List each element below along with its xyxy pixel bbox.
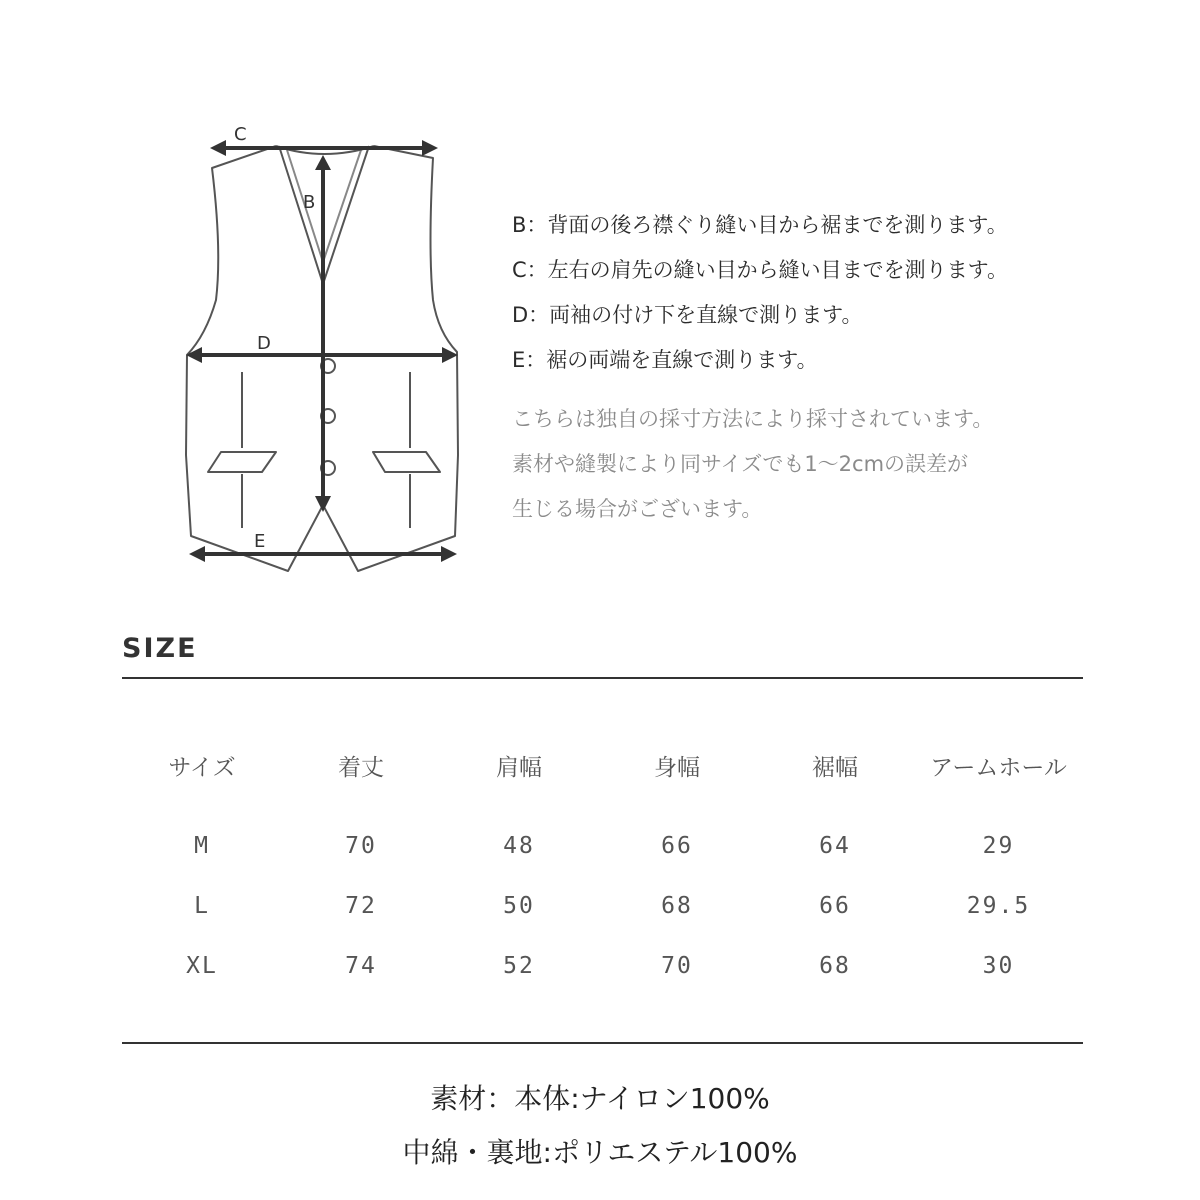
arrow-d-left-head (186, 347, 202, 363)
label-b: B (303, 192, 316, 213)
table-row (122, 936, 1083, 996)
measurement-notes (512, 203, 1172, 532)
disclaimer-line: 生じる場合がございます。 (512, 497, 763, 521)
header-hem: 裾幅 (812, 755, 858, 781)
cell-chest: 70 (661, 953, 693, 979)
label-e: E (254, 531, 266, 552)
header-armhole: アームホール (930, 754, 1067, 781)
vest-measurement-diagram (170, 110, 480, 590)
header-shoulder: 肩幅 (496, 755, 542, 781)
cell-length: 74 (345, 953, 377, 979)
cell-hem: 64 (819, 833, 851, 859)
cell-chest: 66 (661, 833, 693, 859)
table-row (122, 816, 1083, 876)
disclaimer-line: 素材や縫製により同サイズでも1〜2cmの誤差が (512, 452, 969, 476)
cell-shoulder: 50 (503, 893, 535, 919)
cell-length: 72 (345, 893, 377, 919)
cell-hem: 66 (819, 893, 851, 919)
arrow-b-top-head (315, 155, 331, 170)
material-lining: 中綿・裏地:ポリエステル100% (402, 1136, 798, 1169)
table-row (122, 876, 1083, 936)
cell-hem: 68 (819, 953, 851, 979)
cell-size: M (194, 833, 210, 859)
note-e: E：裾の両端を直線で測ります。 (512, 348, 818, 372)
cell-armhole: 29 (982, 833, 1015, 859)
cell-shoulder: 48 (503, 833, 535, 859)
size-section-title: SIZE (122, 633, 198, 664)
disclaimer (512, 397, 1172, 532)
cell-shoulder: 52 (503, 953, 535, 979)
arrow-c-right-head (422, 140, 438, 156)
arrow-b-bottom-head (315, 496, 331, 512)
material-body: 素材：本体:ナイロン100% (430, 1082, 770, 1115)
label-d: D (257, 333, 271, 354)
bottom-divider (122, 1042, 1083, 1044)
note-d: D：両袖の付け下を直線で測ります。 (512, 303, 863, 327)
arrow-e-left-head (189, 546, 205, 562)
arrow-c-left-head (210, 140, 226, 156)
cell-length: 70 (345, 833, 377, 859)
material-info (0, 1072, 1200, 1180)
note-c: C：左右の肩先の縫い目から縫い目までを測ります。 (512, 258, 1008, 282)
size-table (122, 720, 1083, 996)
label-c: C (234, 124, 247, 145)
left-pocket (208, 452, 276, 472)
cell-armhole: 30 (982, 953, 1015, 979)
disclaimer-line: こちらは独自の採寸方法により採寸されています。 (512, 407, 994, 431)
cell-chest: 68 (661, 893, 693, 919)
arrow-e-right-head (441, 546, 457, 562)
header-size: サイズ (168, 755, 236, 781)
top-divider (122, 677, 1083, 679)
right-pocket (373, 452, 440, 472)
cell-size: XL (186, 953, 218, 979)
note-b: B：背面の後ろ襟ぐり縫い目から裾までを測ります。 (512, 213, 1008, 237)
header-length: 着丈 (338, 755, 384, 781)
table-header-row (122, 720, 1083, 816)
header-chest: 身幅 (654, 755, 700, 781)
cell-size: L (194, 893, 210, 919)
cell-armhole: 29.5 (966, 893, 1031, 919)
